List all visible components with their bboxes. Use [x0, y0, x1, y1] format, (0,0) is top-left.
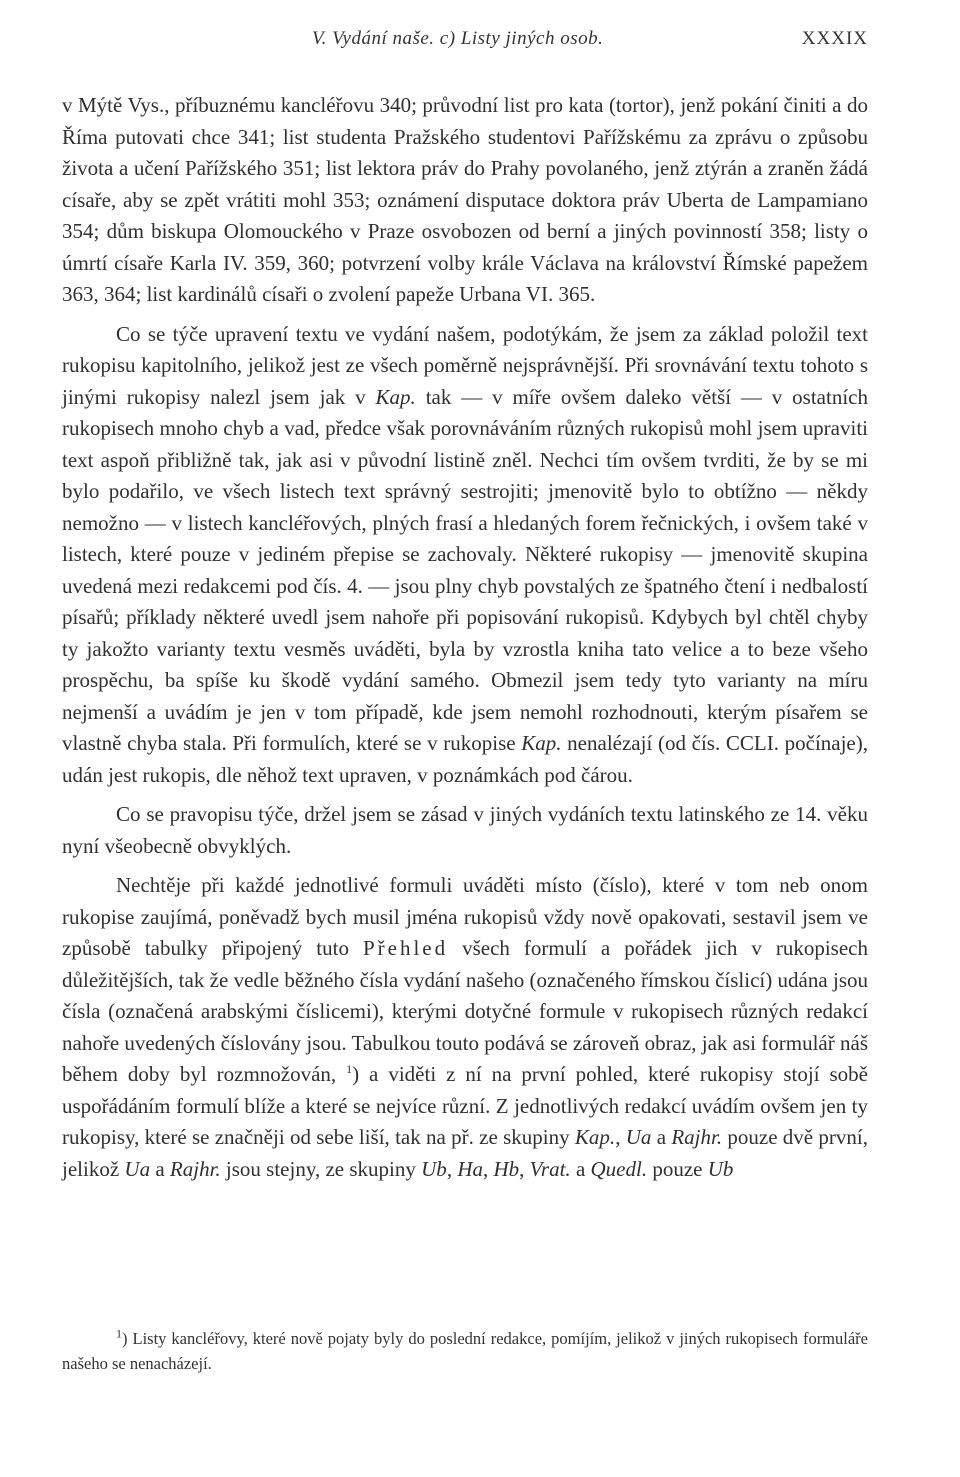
paragraph [62, 799, 868, 862]
text-run: pouze dvě první, jelikož [62, 1125, 868, 1181]
text-run: , [482, 1156, 494, 1181]
italic-run: Ub [421, 1156, 447, 1181]
text-run: tak — v míře ovšem daleko větší — v ostatních rukopisech mnoho chyb a vad, předce však porovnáváním různých rukopisů mohl jsem upraviti text aspoň přibližně tak, jak asi v původní listině zněl. Nechci tím ovšem tvrditi, že by se mi bylo podařilo, ve všech listech text správný sestrojiti; jmenovitě bylo to obtížno — někdy nemožno — v listech kancléřových, plných frasí a hledaných forem řečnických, i ovšem také v listech, které pouze v jediném přepise se zachovaly. Některé rukopisy — jmenovitě skupina uvedená mezi redakcemi pod čís. 4. — jsou plny chyb povstalých ze špatného čtení i nedbalostí písařů; příklady některé uvedl jsem nahoře při popisování rukopisů. Kdybych byl chtěl chyby ty jakožto varianty textu vesměs uváděti, byla by vzrostla kniha tato velice a to beze všeho prospěchu, ba spíše ku škodě vydání samého. Obmezil jsem tedy tyto varianty na míru nejmenší a uvádím je jen v tom případě, kde jsem nemohl rozhodnouti, kterým písařem se vlastně chyba stala. Při formulích, které se v rukopise [62, 384, 868, 755]
text-run: Co se týče upravení textu ve vydání našem, podotýkám, že jsem za základ položil text rukopisu kapitolního, jelikož jest ze všech poměrně nejsprávnější. Při srovnávání textu tohoto s jinými rukopisy nalezl jsem jak v [62, 321, 868, 409]
italic-run: Rajhr. [671, 1125, 723, 1149]
page [62, 28, 868, 1185]
text-run: v Mýtě Vys., příbuznému kancléřovu 340; průvodní list pro kata (tortor), jenž pokání činiti a do Říma putovati chce 341; list studenta Pražského studentovi Pařížskému za zprávu o způsobu života a učení Pařížského 351; list lektora práv do Prahy povolaného, jenž ztýrán a zraněn žádá císaře, aby se zpět vrátiti mohl 353; oznámení disputace doktora práv Uberta de Lampamiano 354; dům biskupa Olomouckého v Praze osvobozen od berní a jiných povinností 358; listy o úmrtí císaře Karla IV. 359, 360; potvrzení volby krále Václava na království Římské papežem 363, 364; list kardinálů císaři o zvolení papeže Urbana VI. 365. [62, 93, 868, 306]
footnote-text: ) Listy kancléřovy, které nově pojaty byly do poslední redakce, pomíjím, jelikož v jiných rukopisech formuláře našeho se nenacházejí. [62, 1329, 868, 1373]
italic-run: Kap. [375, 384, 416, 409]
text-run: pouze [647, 1156, 708, 1181]
text-run: , [615, 1125, 626, 1149]
text-run: nenalézají (od čís. CCLI. počínaje), udán jest rukopis, dle něhož text upraven, v poznámkách pod čárou. [62, 731, 869, 787]
text-run: Nechtěje při každé jednotlivé formuli uváděti místo (číslo), které v tom neb onom rukopise zaujímá, poněvadž bych musil jména rukopisů vždy nově opakovati, sestavil jsem ve způsobě tabulky připojený tuto [62, 873, 868, 960]
footnotes [62, 1326, 868, 1376]
text-run: jsou stejny, ze skupiny [220, 1156, 422, 1181]
italic-run: Ub [707, 1156, 734, 1181]
paragraph [62, 319, 868, 792]
spaced-run: Přehled [362, 936, 449, 960]
page-number: XXXIX [801, 28, 868, 49]
text-run: všech formulí a pořádek jich v rukopisech důležitějších, tak že vedle běžného čísla vydání našeho (označeného římskou číslicí) udána jsou čísla (označená arabskými číslicemi), kterými dotyčné formule v rukopisech různých redakcí nahoře uvedených číslovány jsou. Tabulkou touto podává se zároveň obraz, jak asi formulář náš během doby byl rozmnožován, [62, 936, 868, 1086]
italic-run: Hb [493, 1156, 520, 1181]
paragraph [62, 90, 868, 311]
text-run: , [519, 1156, 530, 1181]
text-run: a [651, 1125, 672, 1149]
text-run: Co se pravopisu týče, držel jsem se zásad v jiných vydáních textu latinského ze 14. věku nyní všeobecně obvyklých. [62, 802, 868, 858]
text-run: a [570, 1156, 591, 1181]
italic-run: Rajhr. [169, 1156, 221, 1181]
footnote-reference: 1 [346, 1062, 353, 1076]
body-text [62, 90, 868, 1185]
italic-run: Kap. [521, 731, 562, 755]
italic-run: Ha [457, 1156, 483, 1181]
footnote-marker: 1 [116, 1326, 122, 1341]
paragraph [62, 870, 868, 1185]
italic-run: Ua [124, 1156, 151, 1181]
italic-run: Kap. [574, 1125, 616, 1149]
text-run: ) a viděti z ní na první pohled, které rukopisy stojí sobě uspořádáním formulí blíže a které se nejvíce různí. Z jednotlivých redakcí uvádím ovšem jen ty rukopisy, které se značněji od sebe liší, tak na př. ze skupiny [62, 1062, 868, 1149]
italic-run: Vrat. [529, 1156, 571, 1181]
italic-run: Ua [625, 1125, 652, 1149]
running-head [62, 28, 868, 60]
footnote [62, 1326, 868, 1376]
text-run: a [150, 1156, 170, 1181]
running-head-title: V. Vydání naše. c) Listy jiných osob. [312, 28, 604, 49]
text-run: , [446, 1156, 458, 1181]
italic-run: Quedl. [590, 1156, 648, 1181]
